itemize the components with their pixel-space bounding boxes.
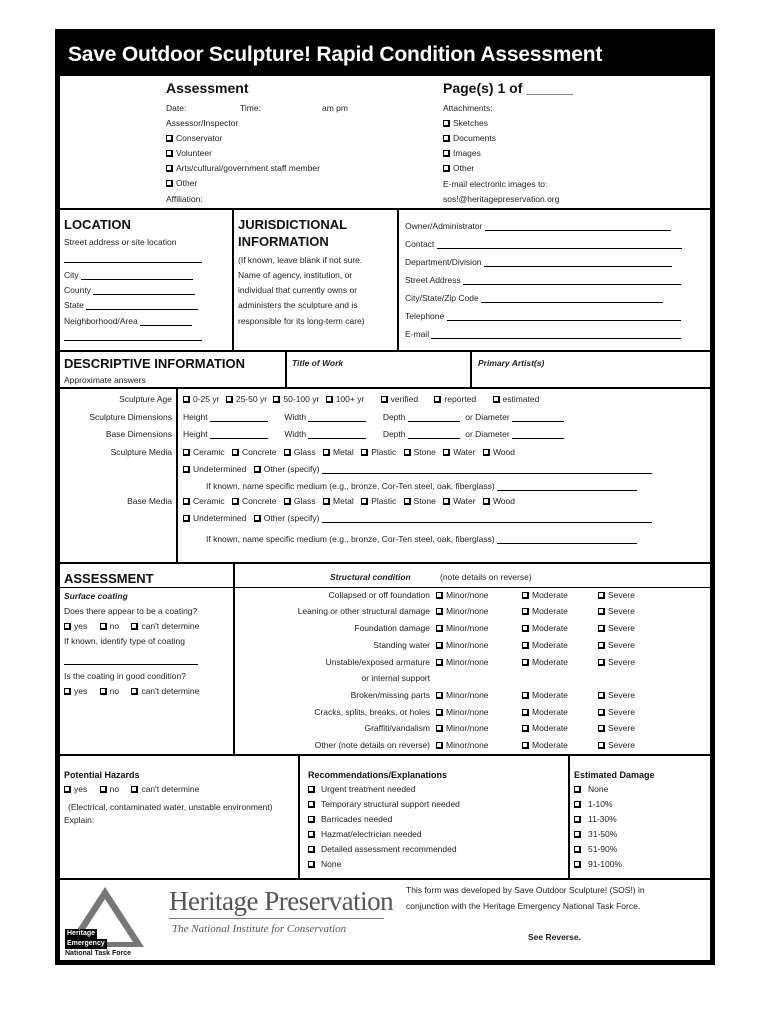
checkbox-icon — [436, 592, 443, 599]
time-label: Time: — [240, 103, 261, 113]
checkbox-icon — [308, 861, 315, 868]
assessment-form — [55, 29, 715, 965]
checkbox-icon — [522, 642, 529, 649]
checkbox-icon — [361, 449, 368, 456]
severity-option[interactable]: Severe — [598, 740, 635, 751]
severity-option[interactable]: Minor/none — [436, 623, 489, 634]
jurisdiction-heading: INFORMATION — [238, 234, 329, 249]
checkbox-icon — [434, 396, 441, 403]
divider — [60, 387, 710, 389]
recommendation-option[interactable]: Barricades needed — [308, 814, 392, 825]
severity-option[interactable]: Minor/none — [436, 690, 489, 701]
checkbox-icon — [273, 396, 280, 403]
severity-option[interactable]: Moderate — [522, 623, 568, 634]
divider — [60, 754, 710, 756]
surface-coating-label: Surface coating — [64, 591, 128, 601]
checkbox-icon — [166, 135, 173, 142]
divider — [60, 350, 710, 352]
damage-heading: Estimated Damage — [574, 770, 655, 780]
condition-label: Unstable/exposed armature — [325, 657, 430, 667]
checkbox-icon — [522, 659, 529, 666]
condition-label: Other (note details on reverse) — [314, 740, 430, 750]
sculpture-dimensions-label: Sculpture Dimensions — [89, 412, 172, 422]
checkbox-icon — [483, 498, 490, 505]
checkbox-icon — [436, 709, 443, 716]
severity-option[interactable]: Minor/none — [436, 640, 489, 651]
recommendation-option[interactable]: Urgent treatment needed — [308, 784, 416, 795]
damage-option[interactable]: None — [574, 784, 608, 795]
contact-field[interactable]: Contact — [405, 239, 682, 250]
location-field[interactable] — [64, 340, 202, 341]
base-media-label: Base Media — [127, 496, 172, 506]
coating-question: Does there appear to be a coating? — [64, 606, 198, 616]
condition-label: Standing water — [373, 640, 430, 650]
checkbox-icon — [436, 742, 443, 749]
checkbox-icon — [522, 625, 529, 632]
assessor-option[interactable]: Conservator — [166, 133, 222, 144]
recommendation-option[interactable]: None — [308, 859, 341, 870]
severity-option[interactable]: Moderate — [522, 606, 568, 617]
severity-option[interactable]: Moderate — [522, 690, 568, 701]
checkbox-icon — [183, 498, 190, 505]
coating-condition-answer[interactable]: yes no can't determine — [64, 686, 199, 697]
severity-option[interactable]: Moderate — [522, 657, 568, 668]
am-pm-label: am pm — [322, 103, 348, 113]
recommendation-option[interactable]: Temporary structural support needed — [308, 799, 460, 810]
hazards-heading: Potential Hazards — [64, 770, 140, 780]
checkbox-icon — [131, 786, 138, 793]
email-field[interactable]: E-mail — [405, 329, 681, 340]
recommendation-option[interactable]: Hazmat/electrician needed — [308, 829, 422, 840]
damage-option[interactable]: 11-30% — [574, 814, 617, 825]
condition-label: or internal support — [361, 673, 430, 683]
checkbox-icon — [598, 692, 605, 699]
jurisdiction-note: responsible for its long-term care) — [238, 316, 365, 326]
base-media-other[interactable]: Undetermined Other (specify) — [183, 513, 652, 524]
checkbox-icon — [574, 861, 581, 868]
assessment-heading: Assessment — [166, 80, 249, 96]
attachment-option[interactable]: Images — [443, 148, 481, 159]
coating-answer[interactable]: yes no can't determine — [64, 621, 199, 632]
form-title: Save Outdoor Sculpture! Rapid Condition Assessment — [60, 34, 710, 76]
street-label: Street address or site location — [64, 237, 177, 247]
checkbox-icon — [598, 642, 605, 649]
checkbox-icon — [598, 608, 605, 615]
developed-note: conjunction with the Heritage Emergency National Task Force. — [406, 901, 641, 911]
severity-option[interactable]: Severe — [598, 657, 635, 668]
sculpture-age-label: Sculpture Age — [119, 394, 172, 404]
attachment-option[interactable]: Other — [443, 163, 474, 174]
checkbox-icon — [436, 659, 443, 666]
checkbox-icon — [64, 688, 71, 695]
street-field[interactable] — [64, 262, 202, 263]
divider — [285, 350, 287, 388]
checkbox-icon — [183, 449, 190, 456]
checkbox-icon — [100, 623, 107, 630]
checkbox-icon — [598, 592, 605, 599]
checkbox-icon — [226, 396, 233, 403]
checkbox-icon — [64, 786, 71, 793]
checkbox-icon — [522, 725, 529, 732]
checkbox-icon — [443, 150, 450, 157]
assessor-option[interactable]: Volunteer — [166, 148, 212, 159]
checkbox-icon — [323, 498, 330, 505]
divider — [568, 754, 570, 878]
attachment-option[interactable]: Sketches — [443, 118, 488, 129]
checkbox-icon — [308, 816, 315, 823]
assessment-section-heading: ASSESSMENT — [64, 571, 154, 586]
neighborhood-field[interactable]: Neighborhood/Area — [64, 316, 192, 327]
damage-option[interactable]: 1-10% — [574, 799, 613, 810]
checkbox-icon — [232, 498, 239, 505]
checkbox-icon — [183, 466, 190, 473]
checkbox-icon — [436, 642, 443, 649]
condition-label: Foundation damage — [354, 623, 430, 633]
checkbox-icon — [326, 396, 333, 403]
checkbox-icon — [436, 725, 443, 732]
sculpture-media-label: Sculpture Media — [110, 447, 172, 457]
checkbox-icon — [100, 786, 107, 793]
checkbox-icon — [308, 801, 315, 808]
checkbox-icon — [483, 449, 490, 456]
checkbox-icon — [381, 396, 388, 403]
approximate-label: Approximate answers — [64, 375, 146, 385]
checkbox-icon — [443, 120, 450, 127]
severity-option[interactable]: Minor/none — [436, 723, 489, 734]
base-media-options[interactable]: Ceramic Concrete Glass Metal Plastic Stone Water Wood — [183, 496, 515, 507]
telephone-field[interactable]: Telephone — [405, 311, 681, 322]
condition-label: Broken/missing parts — [350, 690, 430, 700]
sculpture-media-other[interactable]: Undetermined Other (specify) — [183, 464, 652, 475]
condition-label: Leaning or other structural damage — [297, 606, 430, 616]
checkbox-icon — [574, 831, 581, 838]
checkbox-icon — [183, 396, 190, 403]
assessor-option[interactable]: Arts/cultural/government staff member — [166, 163, 320, 174]
checkbox-icon — [522, 709, 529, 716]
jurisdiction-note: Name of agency, institution, or — [238, 270, 353, 280]
see-reverse-label: See Reverse. — [528, 932, 581, 942]
checkbox-icon — [443, 449, 450, 456]
jurisdiction-heading: JURISDICTIONAL — [238, 217, 348, 232]
severity-option[interactable]: Severe — [598, 690, 635, 701]
checkbox-icon — [131, 623, 138, 630]
checkbox-icon — [404, 498, 411, 505]
hetf-logo-word: Heritage — [67, 930, 96, 937]
damage-option[interactable]: 51-90% — [574, 844, 617, 855]
severity-option[interactable]: Minor/none — [436, 707, 489, 718]
checkbox-icon — [443, 135, 450, 142]
attachments-label: Attachments: — [443, 103, 493, 113]
title-of-work-label: Title of Work — [292, 358, 344, 368]
hazards-answer[interactable]: yes no can't determine — [64, 784, 199, 795]
hazards-explain: Explain: — [64, 815, 95, 825]
jurisdiction-note: individual that currently owns or — [238, 285, 358, 295]
date-label: Date: — [166, 103, 187, 113]
checkbox-icon — [166, 180, 173, 187]
checkbox-icon — [598, 625, 605, 632]
checkbox-icon — [522, 592, 529, 599]
condition-label: Collapsed or off foundation — [328, 590, 430, 600]
affiliation-label: Affiliation: — [166, 194, 203, 204]
severity-option[interactable]: Moderate — [522, 590, 568, 601]
heritage-preservation-subtitle: The National Institute for Conservation — [172, 923, 347, 935]
severity-option[interactable]: Minor/none — [436, 740, 489, 751]
checkbox-icon — [284, 498, 291, 505]
checkbox-icon — [183, 515, 190, 522]
sculpture-dimensions-fields[interactable]: Height Width Depth or Diameter — [183, 412, 564, 423]
severity-option[interactable]: Severe — [598, 723, 635, 734]
checkbox-icon — [166, 150, 173, 157]
checkbox-icon — [598, 742, 605, 749]
checkbox-icon — [574, 846, 581, 853]
divider — [60, 208, 710, 210]
checkbox-icon — [574, 801, 581, 808]
assessor-option[interactable]: Other — [166, 178, 197, 189]
checkbox-icon — [254, 515, 261, 522]
checkbox-icon — [404, 449, 411, 456]
divider — [232, 208, 234, 350]
checkbox-icon — [443, 498, 450, 505]
state-field[interactable]: State — [64, 300, 198, 311]
divider — [233, 562, 235, 754]
coating-condition-question: Is the coating in good condition? — [64, 671, 186, 681]
checkbox-icon — [574, 786, 581, 793]
severity-option[interactable]: Moderate — [522, 740, 568, 751]
pages-label: Page(s) 1 of ______ — [443, 80, 573, 96]
condition-label: Graffiti/vandalism — [364, 723, 430, 733]
owner-field[interactable]: Owner/Administrator — [405, 221, 671, 232]
checkbox-icon — [522, 692, 529, 699]
checkbox-icon — [598, 709, 605, 716]
checkbox-icon — [166, 165, 173, 172]
checkbox-icon — [598, 659, 605, 666]
checkbox-icon — [100, 688, 107, 695]
divider — [470, 350, 472, 388]
severity-option[interactable]: Minor/none — [436, 590, 489, 601]
sculpture-media-options[interactable]: Ceramic Concrete Glass Metal Plastic Stone Water Wood — [183, 447, 515, 458]
city-field[interactable]: City — [64, 270, 193, 281]
damage-option[interactable]: 31-50% — [574, 829, 617, 840]
checkbox-icon — [308, 831, 315, 838]
checkbox-icon — [64, 623, 71, 630]
checkbox-icon — [436, 608, 443, 615]
divider — [397, 208, 399, 350]
department-field[interactable]: Department/Division — [405, 257, 672, 268]
severity-option[interactable]: Moderate — [522, 707, 568, 718]
checkbox-icon — [574, 816, 581, 823]
structural-condition-label: Structural condition — [330, 572, 411, 582]
email-address: sos!@heritagepreservation.org — [443, 194, 560, 204]
base-dimensions-label: Base Dimensions — [105, 429, 172, 439]
divider — [176, 387, 178, 562]
hetf-logo-word: National Task Force — [65, 950, 132, 957]
severity-option[interactable]: Severe — [598, 707, 635, 718]
severity-option[interactable]: Severe — [598, 606, 635, 617]
checkbox-icon — [493, 396, 500, 403]
divider — [60, 562, 710, 564]
checkbox-icon — [361, 498, 368, 505]
severity-option[interactable]: Severe — [598, 640, 635, 651]
county-field[interactable]: County — [64, 285, 195, 296]
divider — [60, 878, 710, 880]
attachment-option[interactable]: Documents — [443, 133, 496, 144]
severity-option[interactable]: Moderate — [522, 640, 568, 651]
logo-rule — [169, 918, 384, 919]
divider — [298, 754, 300, 878]
hetf-logo-word: Emergency — [67, 940, 105, 947]
developed-note: This form was developed by Save Outdoor Sculpture! (SOS!) in — [406, 885, 645, 895]
heritage-preservation-logo: Heritage Preservation — [169, 886, 394, 916]
checkbox-icon — [308, 786, 315, 793]
checkbox-icon — [254, 466, 261, 473]
jurisdiction-note: (If known, leave blank if not sure. — [238, 255, 363, 265]
base-dimensions-fields[interactable]: Height Width Depth or Diameter — [183, 429, 564, 440]
severity-option[interactable]: Minor/none — [436, 606, 489, 617]
damage-option[interactable]: 91-100% — [574, 859, 622, 870]
descriptive-heading: DESCRIPTIVE INFORMATION — [64, 356, 246, 371]
hazards-note: (Electrical, contaminated water, unstable environment) — [68, 802, 273, 812]
age-options[interactable]: 0-25 yr 25-50 yr 50-100 yr 100+ yr verified reported estimated — [183, 394, 539, 405]
divider — [60, 587, 710, 588]
assessor-label: Assessor/Inspector — [166, 118, 239, 128]
checkbox-icon — [323, 449, 330, 456]
checkbox-icon — [598, 725, 605, 732]
checkbox-icon — [308, 846, 315, 853]
severity-option[interactable]: Severe — [598, 623, 635, 634]
checkbox-icon — [284, 449, 291, 456]
city-state-zip-field[interactable]: City/State/Zip Code — [405, 293, 663, 304]
location-heading: LOCATION — [64, 217, 131, 232]
note-details-label: (note details on reverse) — [440, 572, 532, 582]
checkbox-icon — [522, 608, 529, 615]
recommendations-heading: Recommendations/Explanations — [308, 770, 448, 780]
severity-option[interactable]: Severe — [598, 590, 635, 601]
checkbox-icon — [522, 742, 529, 749]
email-instructions: E-mail electronic images to: — [443, 179, 548, 189]
primary-artist-label: Primary Artist(s) — [478, 358, 545, 368]
checkbox-icon — [232, 449, 239, 456]
identify-coating-label: If known, identify type of coating — [64, 636, 185, 646]
checkbox-icon — [436, 692, 443, 699]
checkbox-icon — [436, 625, 443, 632]
recommendation-option[interactable]: Detailed assessment recommended — [308, 844, 457, 855]
sculpture-medium-known[interactable]: If known, name specific medium (e.g., bronze, Cor-Ten steel, oak, fiberglass) — [206, 481, 637, 492]
checkbox-icon — [443, 165, 450, 172]
coating-type-field[interactable] — [64, 664, 198, 665]
severity-option[interactable]: Minor/none — [436, 657, 489, 668]
base-medium-known[interactable]: If known, name specific medium (e.g., bronze, Cor-Ten steel, oak, fiberglass) — [206, 534, 637, 545]
jurisdiction-note: administers the sculpture and is — [238, 300, 358, 310]
address-field[interactable]: Street Address — [405, 275, 681, 286]
checkbox-icon — [131, 688, 138, 695]
condition-label: Cracks, splits, breaks, or holes — [314, 707, 430, 717]
severity-option[interactable]: Moderate — [522, 723, 568, 734]
